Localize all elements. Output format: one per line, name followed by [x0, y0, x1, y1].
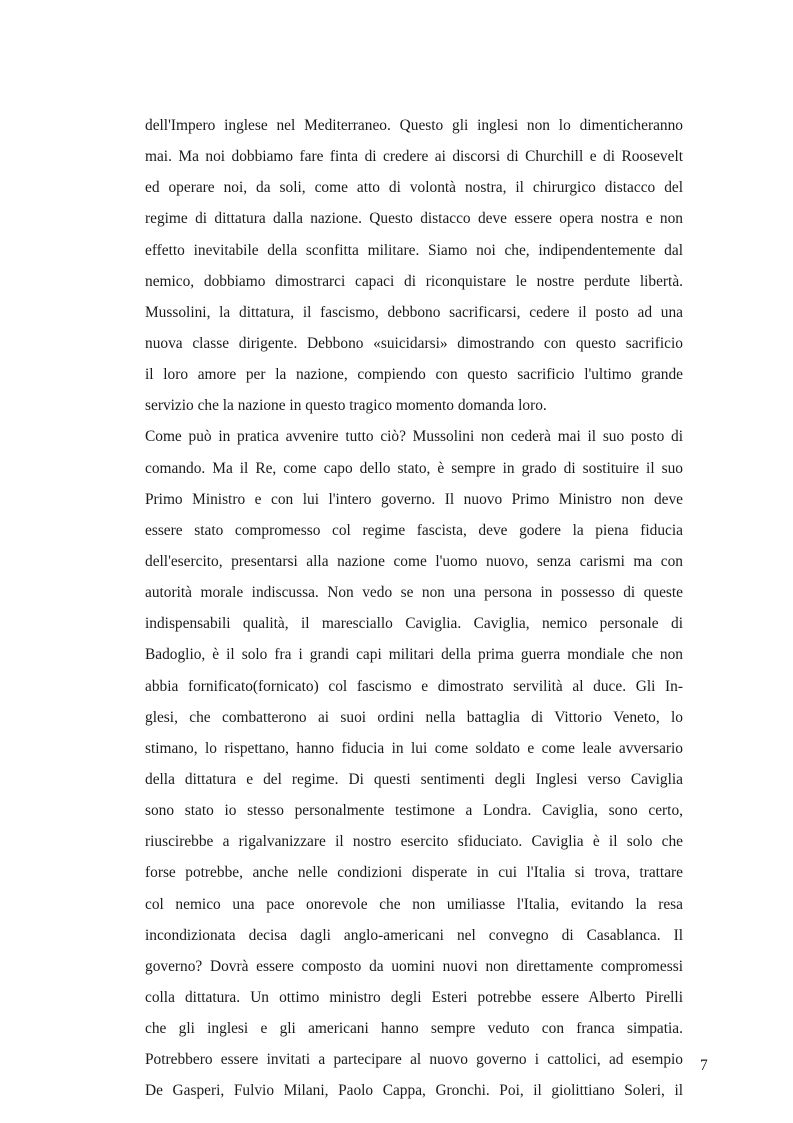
text-line: Badoglio, è il solo fra i grandi capi militari della prima guerra mondiale che non: [145, 646, 683, 664]
text-line: governo? Dovrà essere composto da uomini nuovi non direttamente compromessi: [145, 957, 683, 975]
text-line: nemico, dobbiamo dimostrarci capaci di riconquistare le nostre perdute libertà.: [145, 272, 683, 290]
text-line: il loro amore per la nazione, compiendo con questo sacrificio l'ultimo grande: [145, 366, 683, 384]
text-line: sono stato io stesso personalmente testimone a Londra. Caviglia, sono certo,: [145, 802, 683, 820]
text-line: autorità morale indiscussa. Non vedo se non una persona in possesso di queste: [145, 584, 683, 602]
text-line: dell'Impero inglese nel Mediterraneo. Questo gli inglesi non lo dimenticheranno: [145, 117, 683, 134]
text-line: incondizionata decisa dagli anglo-americani nel convegno di Casablanca. Il: [145, 926, 683, 944]
text-line: colla dittatura. Un ottimo ministro degli Esteri potrebbe essere Alberto Pirelli: [145, 988, 683, 1006]
text-line: essere stato compromesso col regime fascista, deve godere la piena fiducia: [145, 521, 683, 539]
text-line: stimano, lo rispettano, hanno fiducia in lui come soldato e come leale avversario: [145, 739, 683, 757]
text-line: forse potrebbe, anche nelle condizioni disperate in cui l'Italia si trova, trattare: [145, 864, 683, 882]
text-line: ed operare noi, da soli, come atto di volontà nostra, il chirurgico distacco del: [145, 179, 683, 197]
text-line: abbia fornificato(fornicato) col fascismo e dimostrato servilità al duce. Gli In-: [145, 677, 683, 695]
page-number: 7: [700, 1057, 708, 1074]
text-line: dell'esercito, presentarsi alla nazione come l'uomo nuovo, senza carismi ma con: [145, 552, 683, 570]
text-line: che gli inglesi e gli americani hanno sempre veduto con franca simpatia.: [145, 1020, 683, 1038]
text-line: mai. Ma noi dobbiamo fare finta di credere ai discorsi di Churchill e di Roosevelt: [145, 148, 683, 166]
text-line: riuscirebbe a rigalvanizzare il nostro esercito sfiduciato. Caviglia è il solo che: [145, 833, 683, 851]
text-line: De Gasperi, Fulvio Milani, Paolo Cappa, Gronchi. Poi, il giolittiano Soleri, il: [145, 1082, 683, 1100]
text-line: comando. Ma il Re, come capo dello stato, è sempre in grado di sostituire il suo: [145, 459, 683, 477]
text-line: regime di dittatura dalla nazione. Questo distacco deve essere opera nostra e non: [145, 210, 683, 228]
text-line: col nemico una pace onorevole che non umiliasse l'Italia, evitando la resa: [145, 895, 683, 913]
text-line: Mussolini, la dittatura, il fascismo, debbono sacrificarsi, cedere il posto ad una: [145, 303, 683, 321]
text-line: nuova classe dirigente. Debbono «suicidarsi» dimostrando con questo sacrificio: [145, 334, 683, 352]
text-line: della dittatura e del regime. Di questi sentimenti degli Inglesi verso Caviglia: [145, 770, 683, 788]
text-line: Primo Ministro e con lui l'intero governo. Il nuovo Primo Ministro non deve: [145, 490, 683, 508]
text-line: Potrebbero essere invitati a partecipare al nuovo governo i cattolici, ad esempio: [145, 1051, 683, 1069]
text-line: effetto inevitabile della sconfitta militare. Siamo noi che, indipendentemente dal: [145, 241, 683, 259]
text-line: servizio che la nazione in questo tragico momento domanda loro.: [145, 397, 547, 415]
text-line: glesi, che combatterono ai suoi ordini nella battaglia di Vittorio Veneto, lo: [145, 708, 683, 726]
body-text: [145, 110, 683, 1107]
text-line: Come può in pratica avvenire tutto ciò? Mussolini non cederà mai il suo posto di: [145, 428, 683, 446]
text-line: indispensabili qualità, il maresciallo Caviglia. Caviglia, nemico personale di: [145, 615, 683, 633]
